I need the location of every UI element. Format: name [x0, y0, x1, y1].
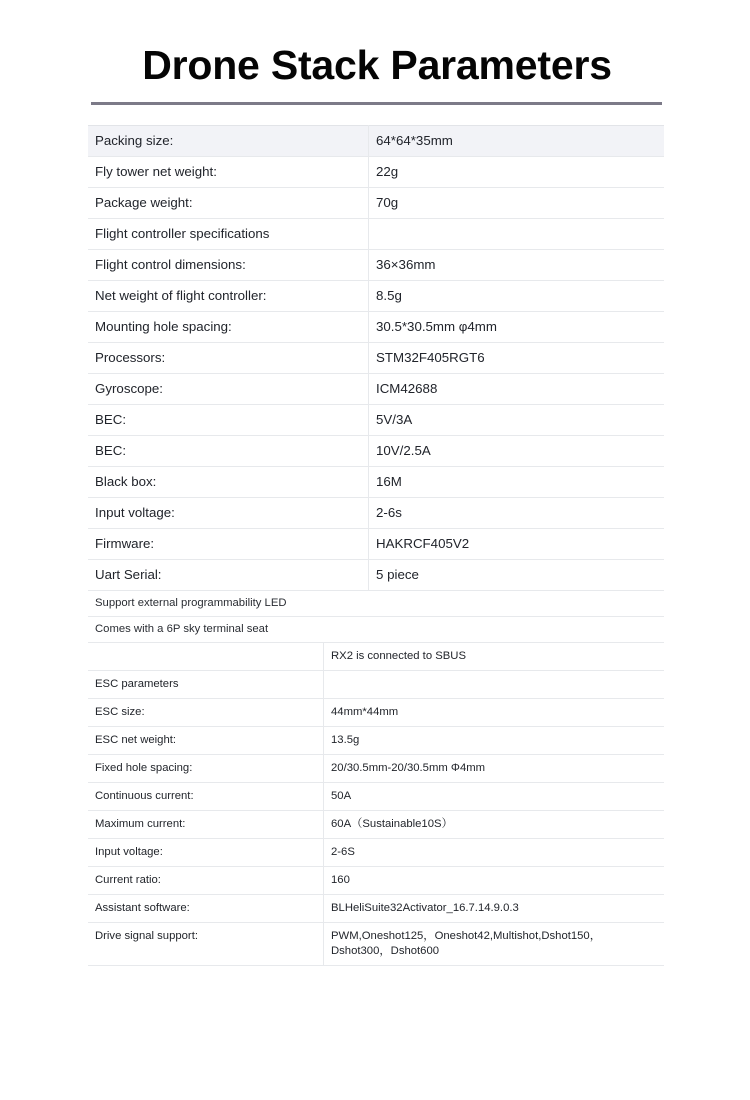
esc-spec-body: [88, 643, 664, 966]
spec-value-cell: 70g: [369, 188, 665, 219]
table-row: [88, 250, 664, 281]
table-row: [88, 188, 664, 219]
spec-key-cell: BEC:: [88, 405, 369, 436]
spec-key-cell: Packing size:: [88, 126, 369, 157]
table-row: [88, 219, 664, 250]
table-row: [88, 839, 664, 867]
esc-value-cell: 2-6S: [324, 839, 665, 867]
table-row: [88, 671, 664, 699]
esc-key-cell: Continuous current:: [88, 783, 324, 811]
esc-value-cell: 20/30.5mm-20/30.5mm Φ4mm: [324, 755, 665, 783]
spec-key-cell: Comes with a 6P sky terminal seat: [88, 617, 664, 643]
esc-value-cell: 13.5g: [324, 727, 665, 755]
table-row: [88, 867, 664, 895]
esc-key-cell: Drive signal support:: [88, 923, 324, 966]
esc-key-cell: Fixed hole spacing:: [88, 755, 324, 783]
spec-key-cell: Uart Serial:: [88, 560, 369, 591]
spec-key-cell: BEC:: [88, 436, 369, 467]
table-row: [88, 312, 664, 343]
page-title: Drone Stack Parameters: [142, 42, 612, 88]
table-row: [88, 783, 664, 811]
spec-key-cell: Fly tower net weight:: [88, 157, 369, 188]
title-divider-rule: [91, 102, 662, 105]
esc-value-cell: RX2 is connected to SBUS: [324, 643, 665, 671]
table-row: [88, 405, 664, 436]
esc-value-cell: 50A: [324, 783, 665, 811]
spec-value-cell: 36×36mm: [369, 250, 665, 281]
table-row: [88, 591, 664, 617]
spec-value-cell: HAKRCF405V2: [369, 529, 665, 560]
spec-key-cell: Package weight:: [88, 188, 369, 219]
table-row: [88, 811, 664, 839]
spec-key-cell: Firmware:: [88, 529, 369, 560]
table-row: [88, 699, 664, 727]
esc-key-cell: Maximum current:: [88, 811, 324, 839]
table-row: [88, 126, 664, 157]
spec-tables-container: [88, 125, 664, 966]
spec-key-cell: Processors:: [88, 343, 369, 374]
table-row: [88, 157, 664, 188]
esc-value-cell: 160: [324, 867, 665, 895]
table-row: [88, 643, 664, 671]
spec-value-cell: 5 piece: [369, 560, 665, 591]
esc-key-cell: Current ratio:: [88, 867, 324, 895]
spec-key-cell: Gyroscope:: [88, 374, 369, 405]
table-row: [88, 498, 664, 529]
spec-value-cell: [369, 219, 665, 250]
spec-key-cell: Mounting hole spacing:: [88, 312, 369, 343]
table-row: [88, 727, 664, 755]
table-row: [88, 529, 664, 560]
table-row: [88, 923, 664, 966]
table-row: [88, 374, 664, 405]
spec-key-cell: Flight control dimensions:: [88, 250, 369, 281]
table-row: [88, 436, 664, 467]
table-row: [88, 895, 664, 923]
table-row: [88, 343, 664, 374]
spec-value-cell: 16M: [369, 467, 665, 498]
esc-key-cell: Assistant software:: [88, 895, 324, 923]
spec-value-cell: 5V/3A: [369, 405, 665, 436]
esc-value-cell: PWM,Oneshot125，Oneshot42,Multishot,Dshot150，Dshot300，Dshot600: [324, 923, 665, 966]
spec-key-cell: Support external programmability LED: [88, 591, 664, 617]
esc-value-cell: 44mm*44mm: [324, 699, 665, 727]
spec-value-cell: 64*64*35mm: [369, 126, 665, 157]
table-row: [88, 281, 664, 312]
spec-value-cell: 2-6s: [369, 498, 665, 529]
spec-key-cell: Flight controller specifications: [88, 219, 369, 250]
esc-key-cell: ESC size:: [88, 699, 324, 727]
flight-controller-spec-body: [88, 126, 664, 643]
spec-value-cell: 10V/2.5A: [369, 436, 665, 467]
esc-key-cell: [88, 643, 324, 671]
esc-value-cell: [324, 671, 665, 699]
spec-value-cell: ICM42688: [369, 374, 665, 405]
spec-key-cell: Net weight of flight controller:: [88, 281, 369, 312]
spec-key-cell: Input voltage:: [88, 498, 369, 529]
spec-value-cell: 8.5g: [369, 281, 665, 312]
spec-value-cell: 22g: [369, 157, 665, 188]
table-row: [88, 617, 664, 643]
spec-key-cell: Black box:: [88, 467, 369, 498]
spec-value-cell: STM32F405RGT6: [369, 343, 665, 374]
table-row: [88, 467, 664, 498]
esc-value-cell: 60A（Sustainable10S）: [324, 811, 665, 839]
esc-key-cell: ESC net weight:: [88, 727, 324, 755]
table-row: [88, 755, 664, 783]
esc-key-cell: ESC parameters: [88, 671, 324, 699]
spec-value-cell: 30.5*30.5mm φ4mm: [369, 312, 665, 343]
flight-controller-spec-table: [88, 125, 664, 643]
esc-key-cell: Input voltage:: [88, 839, 324, 867]
esc-spec-table: [88, 643, 664, 966]
esc-value-cell: BLHeliSuite32Activator_16.7.14.9.0.3: [324, 895, 665, 923]
table-row: [88, 560, 664, 591]
